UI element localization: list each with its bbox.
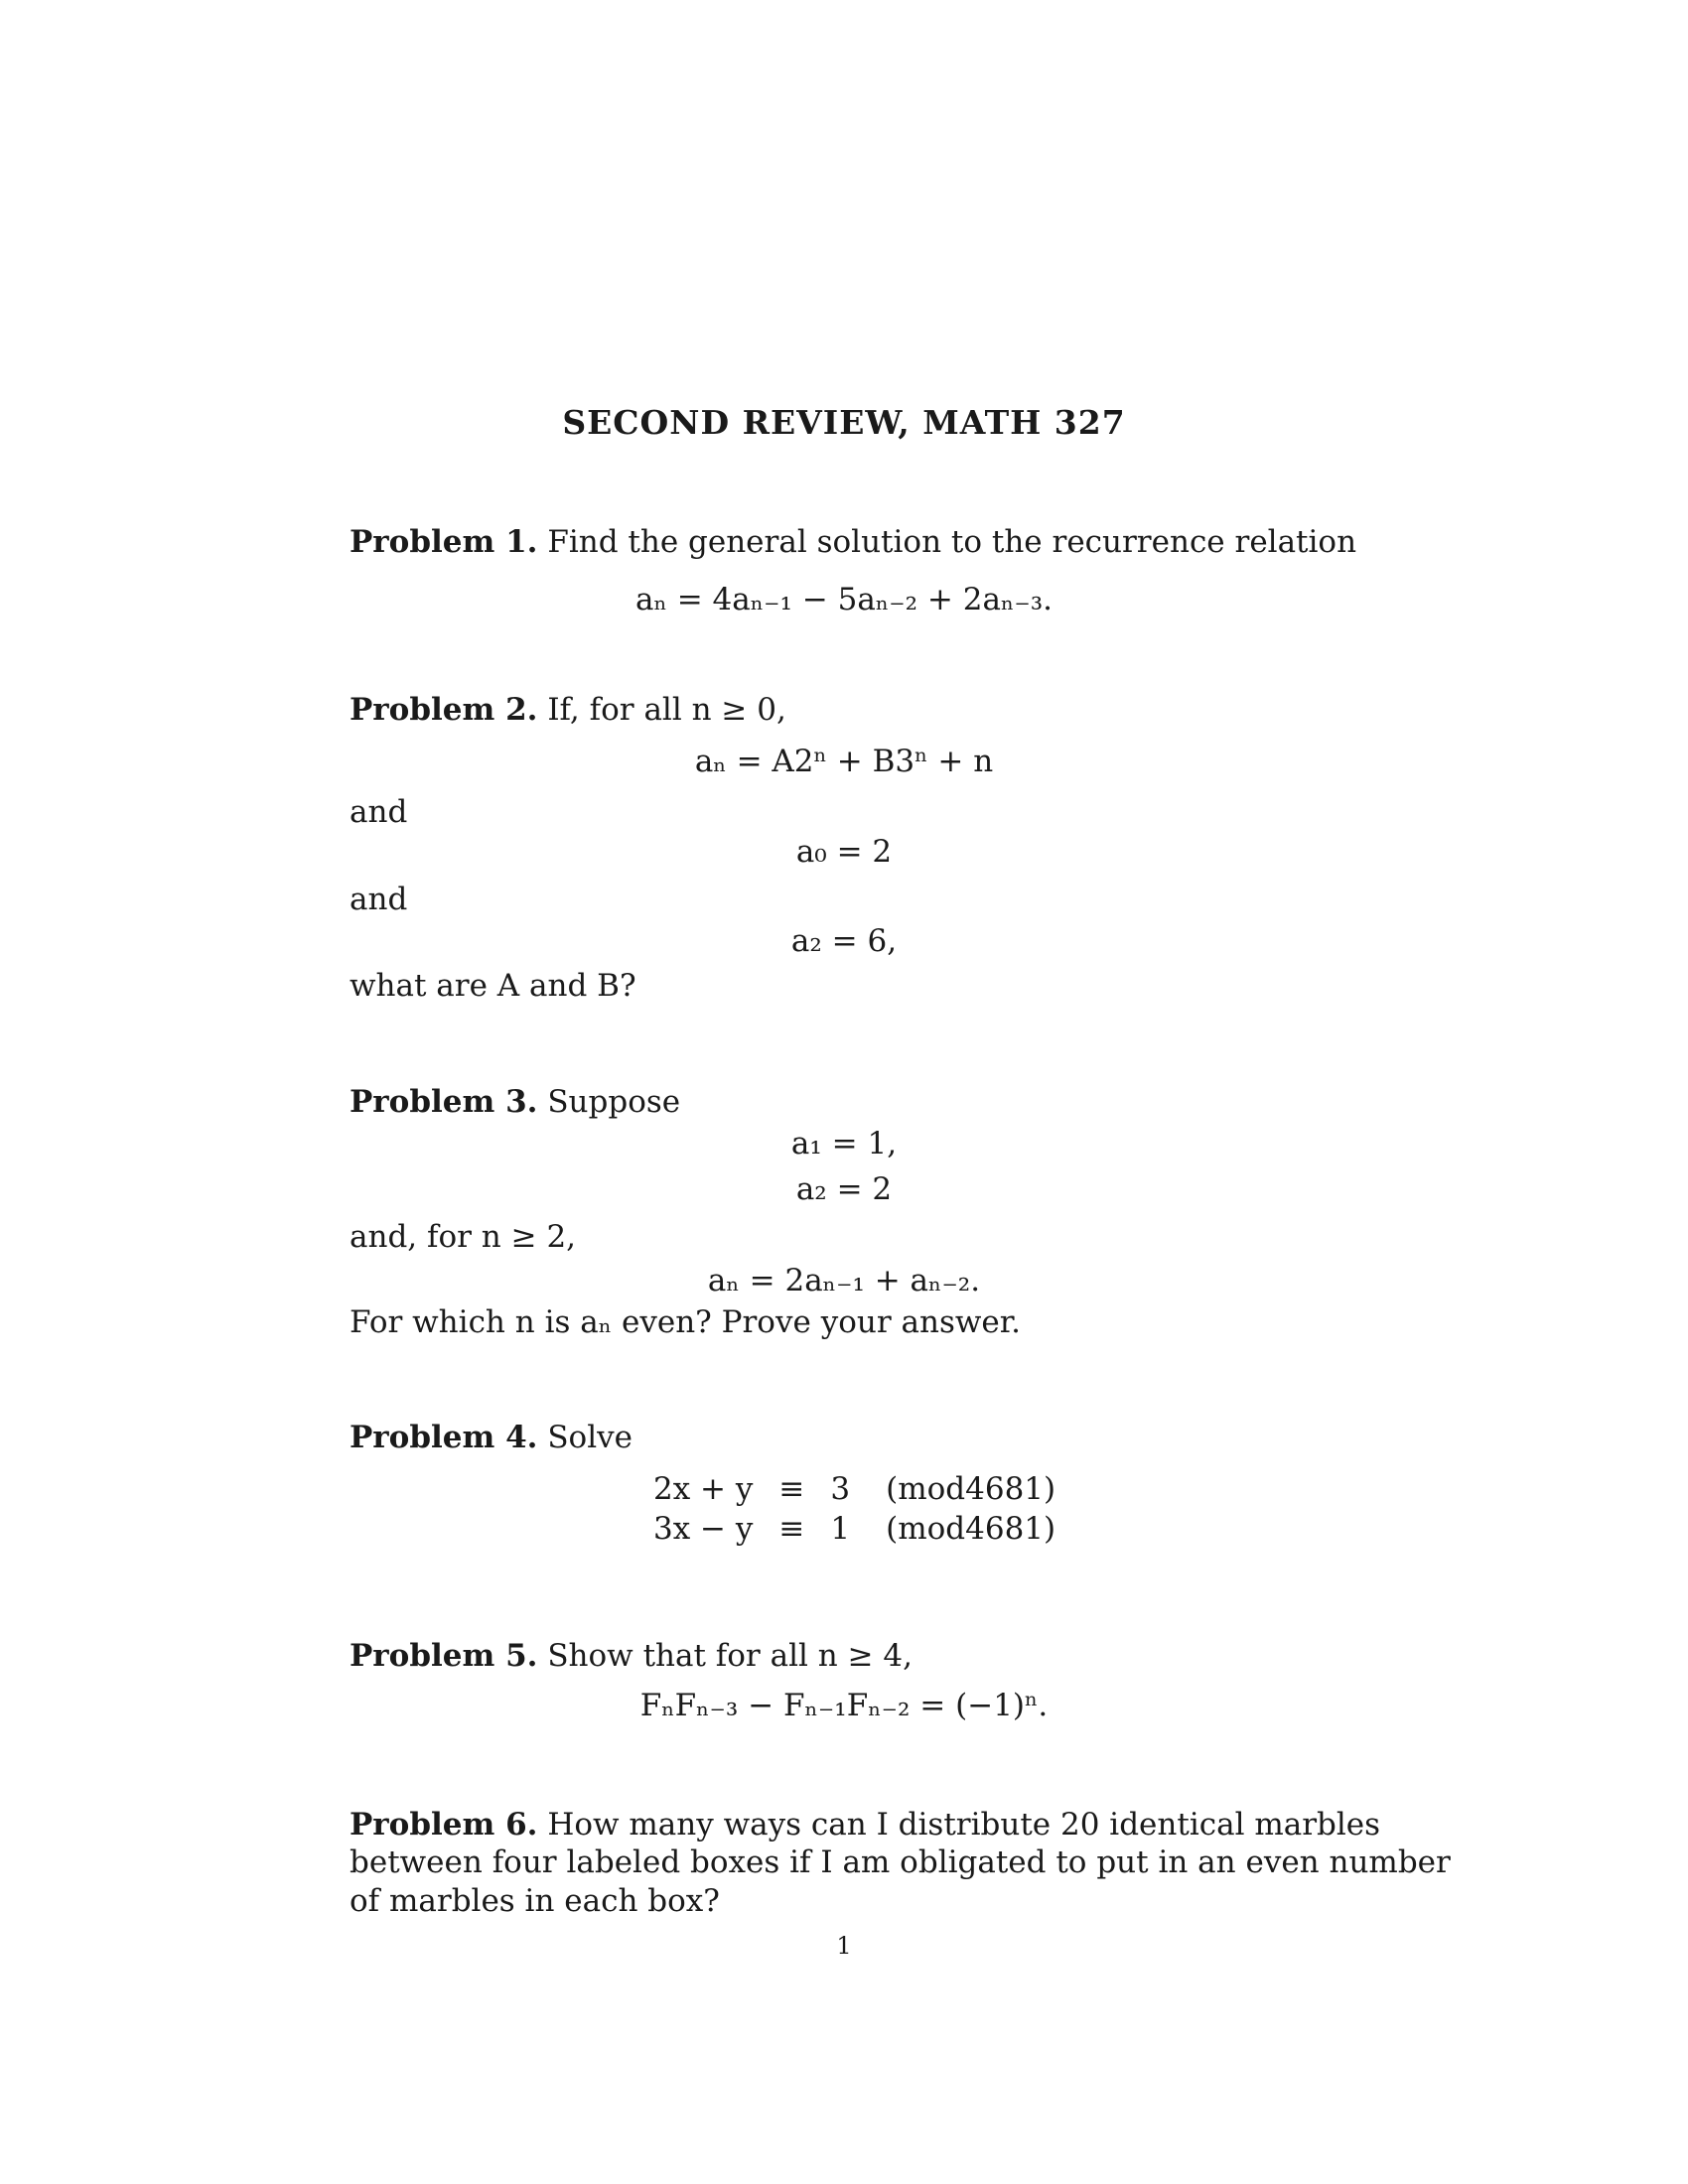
problem-2-label: Problem 2. (350, 692, 538, 728)
problem-1-statement: Find the general solution to the recurrence relation (547, 524, 1357, 560)
problem-2-question: what are A and B? (350, 968, 636, 1004)
problem-3-equation-2: a₂ = 2 (795, 1171, 893, 1207)
problem-3-intro: Suppose (547, 1084, 681, 1120)
problem-5-label: Problem 5. (350, 1638, 538, 1674)
problem-2-equation-3: a₂ = 6, (790, 923, 898, 959)
problem-6-label: Problem 6. (350, 1807, 538, 1843)
problem-2-and-2: and (350, 882, 408, 917)
congruence-row (643, 1469, 1065, 1509)
problem-2-equation-1: aₙ = A2ⁿ + B3ⁿ + n (694, 744, 994, 779)
problem-4-label: Problem 4. (350, 1420, 538, 1455)
problem-2-and-1: and (350, 794, 408, 830)
congruence-rhs: 1 (830, 1511, 851, 1547)
congruence-relation: ≡ (778, 1471, 805, 1507)
congruence-lhs: 3x − y (653, 1511, 754, 1547)
problem-2-equation-2: a₀ = 2 (795, 834, 893, 870)
congruence-rhs: 3 (830, 1471, 851, 1507)
problem-1-text (350, 524, 1356, 560)
problem-6-line-3: of marbles in each box? (350, 1883, 720, 1919)
problem-3-equation-1: a₁ = 1, (790, 1126, 898, 1161)
problem-6-line-1 (350, 1807, 1381, 1843)
problem-5-text (350, 1638, 913, 1674)
problem-4-intro: Solve (547, 1420, 633, 1455)
problem-3-condition: and, for n ≥ 2, (350, 1219, 577, 1255)
problem-1-equation: aₙ = 4aₙ₋₁ − 5aₙ₋₂ + 2aₙ₋₃. (634, 582, 1053, 617)
page-number: 1 (836, 1932, 852, 1960)
page-title: SECOND REVIEW, MATH 327 (562, 403, 1126, 442)
congruence-system (643, 1469, 1065, 1549)
problem-3-text (350, 1084, 680, 1120)
congruence-lhs: 2x + y (653, 1471, 754, 1507)
problem-6-text-1: How many ways can I distribute 20 identical marbles (547, 1807, 1381, 1843)
problem-2-intro: If, for all n ≥ 0, (547, 692, 786, 728)
problem-2-text (350, 692, 786, 728)
problem-4-text (350, 1420, 633, 1455)
problem-6-line-2: between four labeled boxes if I am obligated to put in an even number (350, 1844, 1451, 1880)
problem-1-label: Problem 1. (350, 524, 538, 560)
problem-5-intro: Show that for all n ≥ 4, (547, 1638, 913, 1674)
problem-3-label: Problem 3. (350, 1084, 538, 1120)
congruence-modulus: (mod4681) (886, 1511, 1056, 1547)
problem-3-question: For which n is aₙ even? Prove your answer. (350, 1304, 1022, 1340)
congruence-relation: ≡ (778, 1511, 805, 1547)
problem-5-equation: FₙFₙ₋₃ − Fₙ₋₁Fₙ₋₂ = (−1)ⁿ. (639, 1688, 1049, 1723)
problem-3-equation-3: aₙ = 2aₙ₋₁ + aₙ₋₂. (707, 1263, 981, 1298)
congruence-modulus: (mod4681) (886, 1471, 1056, 1507)
congruence-row (643, 1509, 1065, 1549)
